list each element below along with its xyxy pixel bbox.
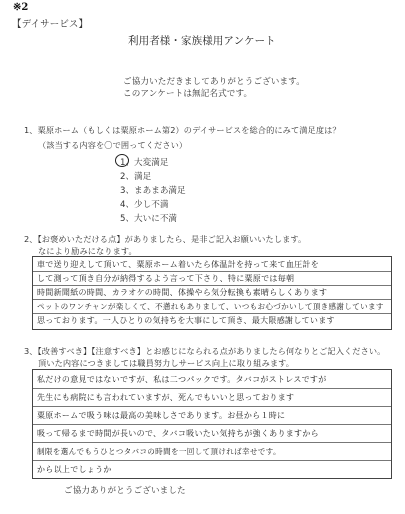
q2-answer-line-5: 思っております。一人ひとりの気持ちを大事にして頂き、最大限感謝しています (37, 316, 335, 325)
q2-answer-line-1: 車で送り迎えして頂いて、粟原ホーム着いたら体温計を持って来て血圧計を (37, 260, 320, 269)
q3-answer-line-4: 吸って帰るまで時間が長いので、タバコ吸いたい気持ちが強くありますから (37, 429, 319, 438)
page-title: 利用者様・家族様用アンケート (128, 35, 276, 47)
q1-option-1[interactable]: 1、大変満足 (120, 158, 169, 168)
q3-answer-line-3: 粟原ホームで吸う味は最高の美味しさであります。お昼から１時に (37, 411, 286, 420)
q3-answer-box[interactable] (32, 369, 392, 479)
intro-line-1: ご協力いただきましてありがとうございます。 (123, 77, 305, 87)
q2-answer-line-3: 時間新聞紙の時間、カラオケの時間、体操やら気分転換も素晴らしくあります (37, 288, 328, 297)
q1-hint: （該当する内容を〇で囲ってください） (38, 140, 188, 150)
q1-question: 1、粟原ホーム（もしくは粟原ホーム第2）のデイサービスを総合的にみて満足度は？ (24, 125, 341, 135)
intro-line-2: このアンケートは無記名式です。 (123, 89, 253, 99)
q1-option-4[interactable]: 4、少し不満 (120, 200, 169, 210)
q3-question: 3、【改善すべき】【注意すべき】とお感じになられる点がありましたら何なりとご記入ください。 (24, 346, 386, 356)
document-number: ※2 (13, 2, 29, 13)
q2-question: 2、【お褒めいただける点】がありましたら、是非ご記入お願いいたします。 (24, 234, 307, 244)
q2-answer-box[interactable] (32, 256, 392, 330)
q3-answer-line-2: 先生にも病院にも言われていますが、死んでもいいと思っております (37, 393, 295, 402)
closing-thanks: ご協力ありがとうございました (64, 486, 186, 496)
q1-option-5[interactable]: 5、大いに不満 (120, 214, 178, 224)
q1-options (118, 156, 278, 246)
q2-answer-line-2: して測って頂き自分が納得するよう言って下さり、特に粟原では毎朝 (37, 274, 295, 283)
q1-option-2[interactable]: 2、満足 (120, 172, 152, 182)
q3-answer-line-6: から以上でしょうか (37, 465, 112, 474)
q2-answer-line-4: ペットのワンチャンが楽しくて、不懣れもありまして、いつもお心づかいして頂き感謝しています (37, 302, 384, 311)
q3-sub: 頂いた内容につきましては職員努力しサービス向上に取り組みます。 (38, 358, 295, 368)
q3-answer-line-1: 私だけの意見ではないですが、私は二つパックです。タバコがストレスですが (37, 375, 327, 384)
q2-sub: なにより励みになります。 (38, 246, 137, 256)
service-name: 【デイサービス】 (12, 19, 89, 30)
q1-option-3[interactable]: 3、まあまあ満足 (120, 186, 186, 196)
q3-answer-line-5: 制限を選んでもうひとつタバコの時間を一回して頂ければ幸せです。 (37, 447, 281, 456)
